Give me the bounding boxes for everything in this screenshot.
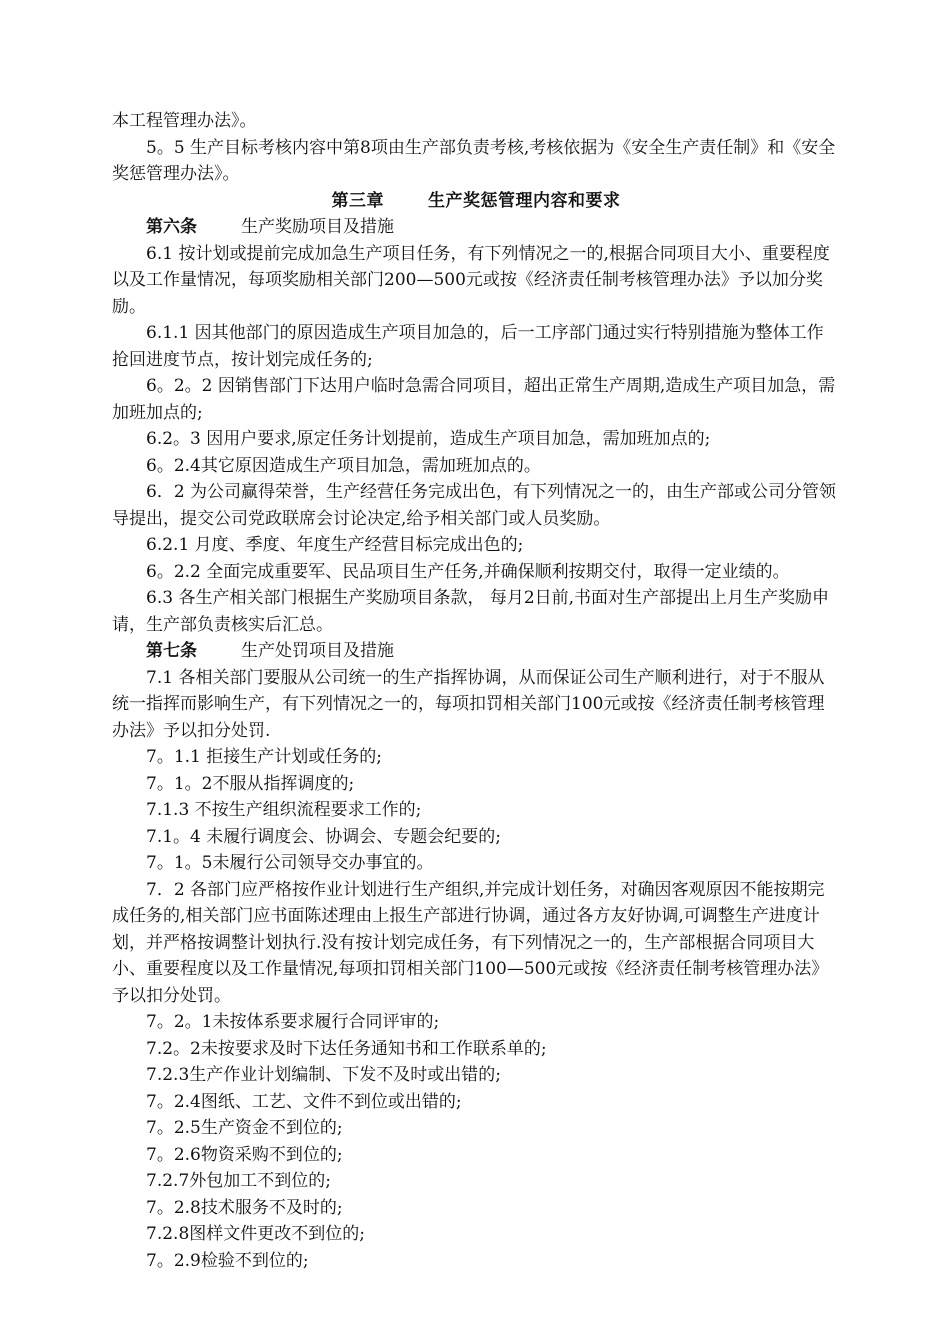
article-6-item: 6.1.1 因其他部门的原因造成生产项目加急的，后一工序部门通过实行特别措施为整体工作抢回进度节点，按计划完成任务的;: [112, 323, 824, 370]
article-6-item: 6.1 按计划或提前完成加急生产项目任务，有下列情况之一的,根据合同项目大小、重要程度以及工作量情况，每项奖励相关部门200—500元或按《经济责任制考核管理办法》予以加分奖励。: [112, 243, 830, 317]
article-6-item: 6.2.1 月度、季度、年度生产经营目标完成出色的;: [146, 535, 524, 555]
article-6-item: 6.3 各生产相关部门根据生产奖励项目条款， 每月2日前,书面对生产部提出上月生产奖励申请，生产部负责核实后汇总。: [112, 588, 830, 635]
article-6-number: 第六条: [146, 217, 197, 237]
article-7-item: 7。1。5未履行公司领导交办事宜的。: [146, 853, 434, 873]
chapter-title: 生产奖惩管理内容和要求: [428, 190, 621, 211]
article-7-item: 7.2.8图样文件更改不到位的;: [146, 1224, 365, 1244]
article-7-item: 7。1.1 拒接生产计划或任务的;: [146, 747, 382, 767]
paragraph-continuation: 本工程管理办法》。: [112, 111, 257, 131]
article-7-item: 7。2.6物资采购不到位的;: [146, 1144, 343, 1165]
article-6-item: 6。2.2 全面完成重要军、民品项目生产任务,并确保顺利按期交付，取得一定业绩的。: [146, 561, 790, 582]
article-7-item: 7.1 各相关部门要服从公司统一的生产指挥协调，从而保证公司生产顺利进行，对于不服从统一指挥而影响生产，有下列情况之一的，每项扣罚相关部门100元或按《经济责任制考核管理办法》予以扣分处罚.: [112, 667, 825, 741]
article-7-item: 7.2.7外包加工不到位的;: [146, 1171, 331, 1191]
article-7-item: 7。2。1未按体系要求履行合同评审的;: [146, 1012, 440, 1032]
article-7-item: 7。2.5生产资金不到位的;: [146, 1118, 343, 1138]
article-7-number: 第七条: [146, 641, 197, 661]
article-6-item: 6。2.4其它原因造成生产项目加急，需加班加点的。: [146, 455, 541, 476]
article-7-item: 7．2 各部门应严格按作业计划进行生产组织,并完成计划任务，对确因客观原因不能按期完成任务的,相关部门应书面陈述理由上报生产部进行协调，通过各方友好协调,可调整生产进度计划，并严格按调整计划执行.没有按计划完成任务，有下列情况之一的，生产部根据合同项目大小、重要程度以及工作量情况,每项扣罚相关部门100—500元或按《经济责任制考核管理办法》予以扣分处罚。: [112, 879, 829, 1006]
article-7-item: 7.2。2未按要求及时下达任务通知书和工作联系单的;: [146, 1038, 547, 1059]
article-7-item: 7。1。2不服从指挥调度的;: [146, 773, 355, 794]
article-6-item: 6。2。2 因销售部门下达用户临时急需合同项目，超出正常生产周期,造成生产项目加急，需加班加点的;: [112, 376, 836, 423]
article-6-heading: [112, 214, 840, 241]
document-body: [112, 108, 840, 1274]
article-7-item: 7.1.3 不按生产组织流程要求工作的;: [146, 800, 422, 820]
chapter-number: 第三章: [331, 190, 384, 211]
article-7-item: 7。2.9检验不到位的;: [146, 1250, 309, 1271]
article-7-item: 7.2.3生产作业计划编制、下发不及时或出错的;: [146, 1065, 501, 1085]
article-6-item: 6.2。3 因用户要求,原定任务计划提前，造成生产项目加急，需加班加点的;: [146, 429, 711, 449]
article-7-heading: [112, 638, 840, 665]
article-7-item: 7.1。4 未履行调度会、协调会、专题会纪要的;: [146, 826, 501, 847]
article-7-item: 7。2.4图纸、工艺、文件不到位或出错的;: [146, 1091, 462, 1112]
article-6-item: 6．2 为公司赢得荣誉，生产经营任务完成出色，有下列情况之一的，由生产部或公司分管领导提出，提交公司党政联席会讨论决定,给予相关部门或人员奖励。: [112, 482, 837, 529]
article-6-title: 生产奖励项目及措施: [241, 217, 394, 237]
chapter-heading: [112, 188, 840, 215]
paragraph-5-5: 5。5 生产目标考核内容中第8项由生产部负责考核,考核依据为《安全生产责任制》和《安全奖惩管理办法》。: [112, 137, 836, 184]
article-7-title: 生产处罚项目及措施: [241, 641, 394, 661]
article-7-item: 7。2.8技术服务不及时的;: [146, 1197, 343, 1218]
